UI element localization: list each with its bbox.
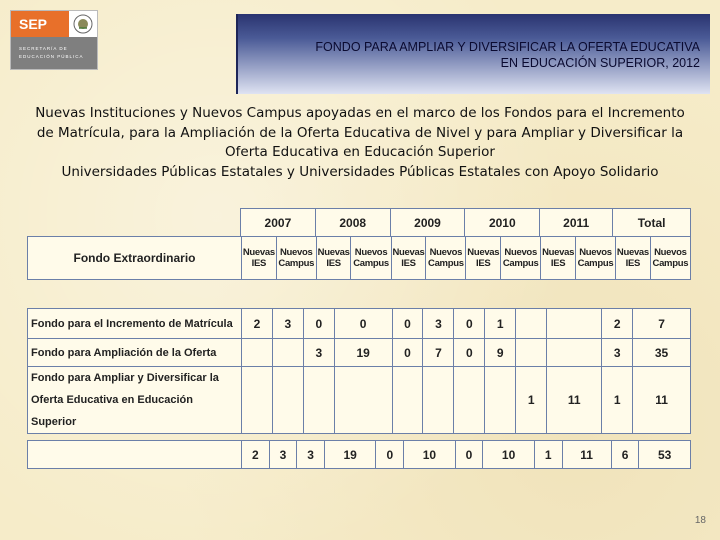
total-cell: 10 [404,441,456,469]
eagle-emblem-icon [73,14,93,34]
table-cell [392,367,423,434]
year-2007: 2007 [241,209,316,237]
year-total: Total [613,209,691,237]
total-cell: 53 [639,441,691,469]
row-label: Fondo para el Incremento de Matrícula [28,309,242,339]
logo-line2: EDUCACIÓN PÚBLICA [19,54,84,59]
table-cell: 3 [602,339,633,367]
table-cell: 0 [334,309,392,339]
table-cell: 7 [633,309,691,339]
col-nuevas-ies-2009: Nuevas IES [391,237,426,280]
table-cell [485,367,516,434]
table-cell: 1 [485,309,516,339]
col-nuevas-ies-2011: Nuevas IES [541,237,576,280]
header-title-line1: FONDO PARA AMPLIAR Y DIVERSIFICAR LA OFERTA EDUCATIVA [315,40,700,54]
subtitle-line4: Universidades Públicas Estatales y Universidades Públicas Estatales con Apoyo Solidario [61,163,659,180]
total-cell: 6 [611,441,639,469]
table-cell [242,367,273,434]
col-nuevas-ies-2010: Nuevas IES [466,237,501,280]
year-2011: 2011 [540,209,613,237]
table-cell: 3 [423,309,454,339]
table-cell [547,309,602,339]
total-cell: 0 [455,441,483,469]
total-cell: 19 [324,441,376,469]
slide-subtitle [20,104,700,182]
table-row [28,339,691,367]
col-nuevos-campus-2009: Nuevos Campus [426,237,466,280]
table-cell [242,339,273,367]
col-nuevos-campus-2010: Nuevos Campus [501,237,541,280]
logo-line1: SECRETARÍA DE [19,46,68,51]
table-cell [516,339,547,367]
totals-table [27,440,691,469]
table-cell: 0 [454,309,485,339]
total-cell: 2 [242,441,270,469]
table-cell: 0 [303,309,334,339]
col-nuevas-ies-2007: Nuevas IES [242,237,277,280]
subtitle-line2: de Matrícula, para la Ampliación de la Oferta Educativa de Nivel y para Ampliar y Diversificar la [36,124,684,141]
col-nuevos-campus-2008: Nuevos Campus [351,237,391,280]
col-nuevas-ies-2008: Nuevas IES [316,237,351,280]
total-cell: 1 [534,441,562,469]
table-cell: 0 [454,339,485,367]
fund-data-table [27,308,691,434]
year-2008: 2008 [315,209,390,237]
table-cell [547,339,602,367]
table-cell: 0 [392,309,423,339]
table-cell [303,367,334,434]
logo-bar [11,37,97,69]
sep-logo [10,10,98,70]
table-cell: 1 [602,367,633,434]
year-2009: 2009 [390,209,465,237]
table-cell [454,367,485,434]
table-cell: 0 [392,339,423,367]
table-cell: 1 [516,367,547,434]
table-row [28,309,691,339]
table-cell: 3 [303,339,334,367]
row-label: Fondo para Ampliar y Diversificar la Oferta Educativa en Educación Superior [28,367,242,434]
column-header-table [27,236,691,280]
table-cell [272,367,303,434]
total-cell: 0 [376,441,404,469]
total-cell: 3 [269,441,297,469]
row-label: Fondo para Ampliación de la Oferta [28,339,242,367]
table-cell: 2 [242,309,273,339]
table-cell [272,339,303,367]
col-nuevas-ies-total: Nuevas IES [616,237,651,280]
table-cell: 11 [633,367,691,434]
totals-row [28,441,691,469]
year-header-table [240,208,691,237]
table-row [28,367,691,434]
subtitle-line1: Nuevas Instituciones y Nuevos Campus apoyadas en el marco de los Fondos para el Incremento [35,105,685,121]
totals-label-cell [28,441,242,469]
total-cell: 3 [297,441,325,469]
total-cell: 10 [483,441,535,469]
col-nuevos-campus-total: Nuevos Campus [650,237,690,280]
sep-logo-text: SEP [11,11,69,37]
table-cell [516,309,547,339]
table-cell: 35 [633,339,691,367]
table-cell: 3 [272,309,303,339]
header-title-line2: EN EDUCACIÓN SUPERIOR, 2012 [500,56,700,70]
col-nuevos-campus-2007: Nuevos Campus [276,237,316,280]
year-2010: 2010 [465,209,540,237]
row-label-header: Fondo Extraordinario [28,237,242,280]
header-title [315,39,700,71]
page-number: 18 [694,515,706,526]
total-cell: 11 [562,441,611,469]
header-banner [236,14,710,94]
table-cell: 2 [602,309,633,339]
table-cell [334,367,392,434]
table-cell: 9 [485,339,516,367]
table-cell: 19 [334,339,392,367]
table-cell [423,367,454,434]
col-nuevos-campus-2011: Nuevos Campus [575,237,615,280]
table-cell: 11 [547,367,602,434]
subtitle-line3: Oferta Educativa en Educación Superior [225,144,495,160]
table-cell: 7 [423,339,454,367]
